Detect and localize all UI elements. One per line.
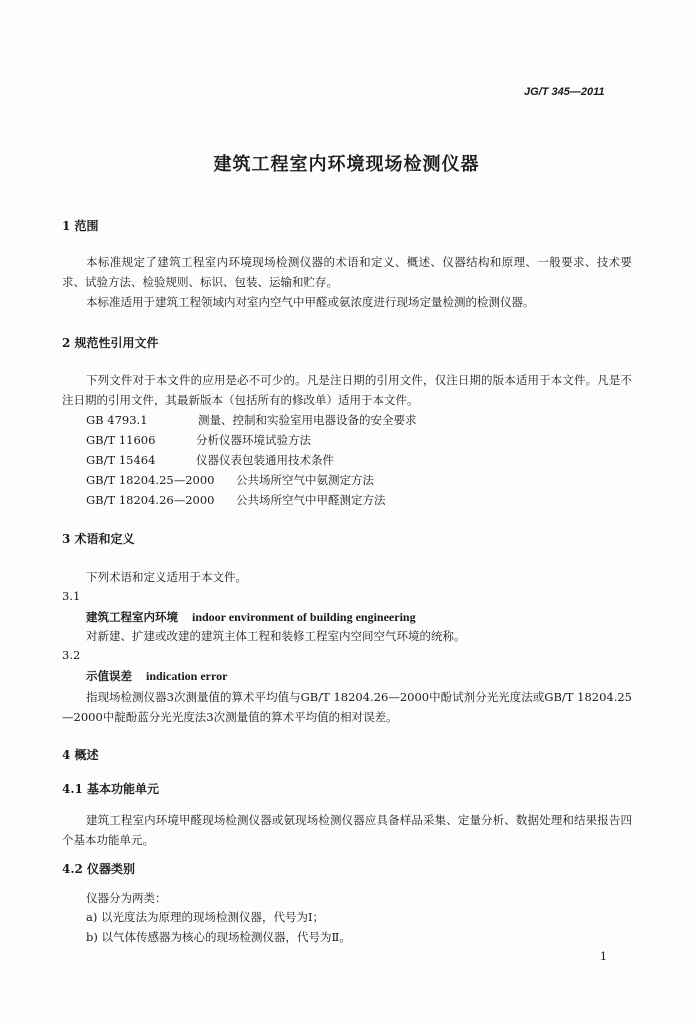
term-2-number: 3.2 bbox=[62, 648, 81, 662]
subsection-4-1-paragraph: 建筑工程室内环境甲醛现场检测仪器或氨现场检测仪器应具备样品采集、定量分析、数据处理和结果报告四个基本功能单元。 bbox=[62, 813, 632, 847]
subsection-4-2-intro: 仪器分为两类： bbox=[86, 891, 167, 905]
section-2-heading: 2 规范性引用文件 bbox=[62, 336, 159, 350]
section-1-heading: 1 范围 bbox=[62, 219, 99, 233]
term-1-number: 3.1 bbox=[62, 589, 81, 603]
list-item: b) 以气体传感器为核心的现场检测仪器，代号为Ⅱ。 bbox=[86, 930, 351, 944]
reference-code: GB/T 18204.25—2000 bbox=[86, 473, 215, 487]
term-2-heading bbox=[86, 668, 227, 684]
section-3-intro: 下列术语和定义适用于本文件。 bbox=[86, 570, 247, 584]
subsection-4-2-heading: 4.2 仪器类别 bbox=[62, 862, 136, 876]
reference-item bbox=[86, 432, 311, 448]
section-3-heading: 3 术语和定义 bbox=[62, 532, 135, 546]
term-2-definition: 指现场检测仪器3次测量值的算术平均值与GB/T 18204.26—2000中酚试剂分光光度法或GB/T 18204.25—2000中靛酚蓝分光光度法3次测量值的算术平均值的相对误差。 bbox=[62, 690, 632, 724]
reference-code: GB/T 15464 bbox=[86, 453, 156, 467]
term-1-english: indoor environment of building engineering bbox=[192, 610, 416, 624]
reference-title: 分析仪器环境试验方法 bbox=[196, 433, 311, 447]
reference-title: 公共场所空气中氨测定方法 bbox=[236, 473, 374, 487]
reference-title: 测量、控制和实验室用电器设备的安全要求 bbox=[198, 413, 417, 427]
section-1-paragraph-2: 本标准适用于建筑工程领域内对室内空气中甲醛或氨浓度进行现场定量检测的检测仪器。 bbox=[86, 295, 535, 309]
term-2-english: indication error bbox=[146, 669, 228, 683]
document-title: 建筑工程室内环境现场检测仪器 bbox=[213, 154, 480, 175]
list-item: a) 以光度法为原理的现场检测仪器，代号为Ⅰ； bbox=[86, 910, 325, 924]
reference-item bbox=[86, 472, 374, 488]
term-1-heading bbox=[86, 609, 416, 625]
term-2-name: 示值误差 bbox=[86, 669, 132, 683]
section-1-paragraph-1: 本标准规定了建筑工程室内环境现场检测仪器的术语和定义、概述、仪器结构和原理、一般要求、技术要求、试验方法、检验规则、标识、包装、运输和贮存。 bbox=[62, 255, 632, 289]
reference-item bbox=[86, 492, 386, 508]
reference-title: 公共场所空气中甲醛测定方法 bbox=[236, 493, 386, 507]
reference-item bbox=[86, 412, 417, 428]
subsection-4-1-heading: 4.1 基本功能单元 bbox=[62, 782, 160, 796]
reference-code: GB/T 11606 bbox=[86, 433, 156, 447]
reference-code: GB/T 18204.26—2000 bbox=[86, 493, 215, 507]
section-4-heading: 4 概述 bbox=[62, 748, 99, 762]
term-1-name: 建筑工程室内环境 bbox=[86, 610, 178, 624]
term-1-definition: 对新建、扩建或改建的建筑主体工程和装修工程室内空间空气环境的统称。 bbox=[86, 629, 466, 643]
standard-number: JG/T 345—2011 bbox=[524, 86, 605, 98]
reference-title: 仪器仪表包装通用技术条件 bbox=[196, 453, 334, 467]
section-2-paragraph-1: 下列文件对于本文件的应用是必不可少的。凡是注日期的引用文件，仅注日期的版本适用于本文件。凡是不注日期的引用文件，其最新版本（包括所有的修改单）适用于本文件。 bbox=[62, 373, 632, 407]
reference-item bbox=[86, 452, 334, 468]
page-number: 1 bbox=[600, 950, 607, 963]
reference-code: GB 4793.1 bbox=[86, 413, 148, 427]
